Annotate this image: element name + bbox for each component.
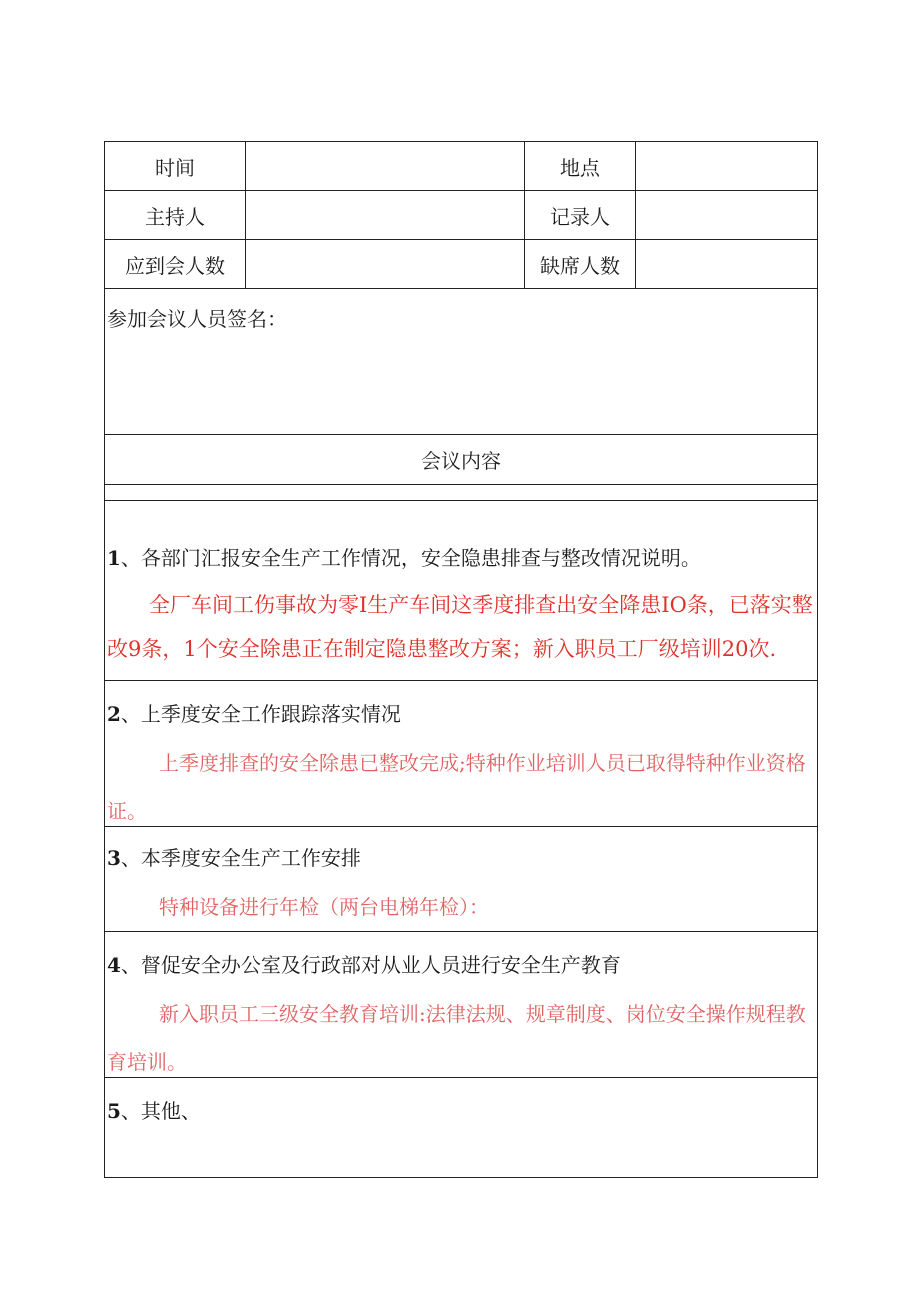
section-3-title: 、本季度安全生产工作安排 bbox=[120, 846, 361, 870]
signature-row bbox=[105, 289, 817, 435]
section-1-heading bbox=[107, 533, 817, 583]
place-field[interactable] bbox=[636, 142, 817, 190]
place-label: 地点 bbox=[525, 142, 636, 190]
row-time-place bbox=[105, 142, 817, 191]
recorder-label: 记录人 bbox=[525, 191, 636, 239]
section-4-number: 4 bbox=[107, 953, 121, 977]
section-5-number: 5 bbox=[107, 1099, 121, 1123]
time-label: 时间 bbox=[105, 142, 246, 190]
row-host-recorder bbox=[105, 191, 817, 240]
section-2-heading bbox=[107, 689, 817, 739]
section-3-heading bbox=[107, 833, 817, 883]
section-2-body: 上季度排查的安全除患已整改完成;特种作业培训人员已取得特种作业资格证。 bbox=[107, 751, 806, 823]
spacer-row bbox=[105, 485, 817, 501]
section-4-title: 、督促安全办公室及行政部对从业人员进行安全生产教育 bbox=[120, 953, 621, 977]
section-5 bbox=[105, 1078, 817, 1177]
row-attendance bbox=[105, 240, 817, 289]
signature-area[interactable] bbox=[105, 289, 817, 434]
expected-count-label: 应到会人数 bbox=[105, 240, 246, 288]
section-1-body: 全厂车间工伤事故为零I生产车间这季度排查出安全降患IO条，已落实整改9条，1个安全除患正在制定隐患整改方案；新入职员工厂级培训20次. bbox=[107, 593, 813, 661]
section-2-number: 2 bbox=[107, 702, 121, 726]
section-4-heading bbox=[107, 940, 817, 990]
section-3-body: 特种设备进行年检（两台电梯年检）： bbox=[159, 895, 489, 919]
time-field[interactable] bbox=[246, 142, 525, 190]
host-label: 主持人 bbox=[105, 191, 246, 239]
content-title: 会议内容 bbox=[421, 449, 501, 473]
section-1 bbox=[105, 501, 817, 681]
section-4 bbox=[105, 932, 817, 1078]
signature-label: 参加会议人员签名： bbox=[107, 307, 287, 331]
section-3 bbox=[105, 827, 817, 932]
section-1-title: 、各部门汇报安全生产工作情况，安全隐患排查与整改情况说明。 bbox=[120, 546, 701, 570]
section-5-title: 、其他、 bbox=[120, 1099, 201, 1123]
content-title-row bbox=[105, 435, 817, 485]
absent-count-field[interactable] bbox=[636, 240, 817, 288]
expected-count-field[interactable] bbox=[246, 240, 525, 288]
section-5-heading bbox=[107, 1086, 817, 1136]
section-4-body: 新入职员工三级安全教育培训:法律法规、规章制度、岗位安全操作规程教育培训。 bbox=[107, 1002, 806, 1074]
absent-count-label: 缺席人数 bbox=[525, 240, 636, 288]
host-field[interactable] bbox=[246, 191, 525, 239]
section-3-number: 3 bbox=[107, 846, 121, 870]
section-2 bbox=[105, 681, 817, 827]
recorder-field[interactable] bbox=[636, 191, 817, 239]
section-1-number: 1 bbox=[107, 546, 121, 570]
meeting-record-form bbox=[104, 141, 818, 1178]
section-2-title: 、上季度安全工作跟踪落实情况 bbox=[120, 702, 401, 726]
